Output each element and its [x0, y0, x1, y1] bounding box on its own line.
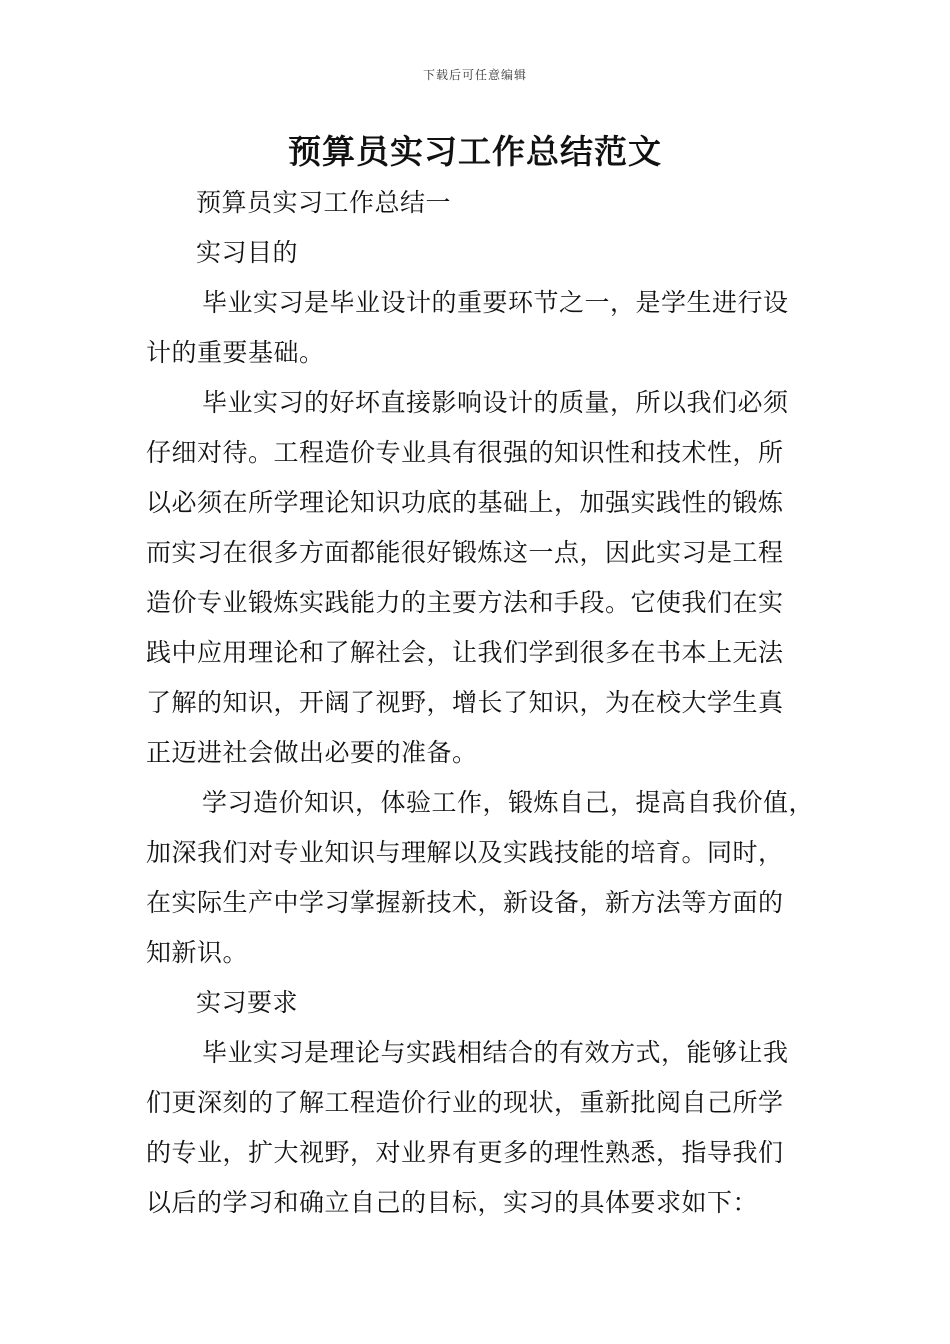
paragraph-line: 学习造价知识，体验工作，锻炼自己，提高自我价值， [202, 788, 815, 817]
section-heading: 预算员实习工作总结一 [196, 188, 452, 217]
paragraph-line: 们更深刻的了解工程造价行业的现状，重新批阅自己所学 [146, 1088, 784, 1117]
paragraph-line: 知新识。 [146, 938, 249, 967]
paragraph-line: 毕业实习是理论与实践相结合的有效方式，能够让我 [202, 1038, 789, 1067]
paragraph-line: 加深我们对专业知识与理解以及实践技能的培育。同时， [146, 838, 784, 867]
paragraph-line: 计的重要基础。 [146, 338, 325, 367]
document-body [146, 178, 815, 1228]
document-title: 预算员实习工作总结范文 [288, 132, 662, 171]
header-note: 下载后可任意编辑 [422, 68, 527, 82]
paragraph-line: 而实习在很多方面都能很好锻炼这一点，因此实习是工程 [146, 538, 784, 567]
paragraph-line: 以必须在所学理论知识功底的基础上，加强实践性的锻炼 [146, 488, 784, 517]
paragraph-line: 践中应用理论和了解社会，让我们学到很多在书本上无法 [146, 638, 784, 667]
paragraph-line: 造价专业锻炼实践能力的主要方法和手段。它使我们在实 [146, 588, 784, 617]
paragraph-line: 毕业实习的好坏直接影响设计的质量，所以我们必须 [202, 388, 789, 417]
paragraph-line: 正迈进社会做出必要的准备。 [146, 738, 478, 767]
paragraph-line: 毕业实习是毕业设计的重要环节之一，是学生进行设 [202, 288, 789, 317]
paragraph-line: 以后的学习和确立自己的目标，实习的具体要求如下： [146, 1188, 759, 1217]
paragraph-line: 在实际生产中学习掌握新技术，新设备，新方法等方面的 [146, 888, 784, 917]
paragraph-line: 了解的知识，开阔了视野，增长了知识，为在校大学生真 [146, 688, 784, 717]
paragraph-line: 仔细对待。工程造价专业具有很强的知识性和技术性，所 [146, 438, 784, 467]
section-heading: 实习目的 [196, 238, 299, 267]
section-heading: 实习要求 [196, 988, 299, 1017]
paragraph-line: 的专业，扩大视野，对业界有更多的理性熟悉，指导我们 [146, 1138, 784, 1167]
